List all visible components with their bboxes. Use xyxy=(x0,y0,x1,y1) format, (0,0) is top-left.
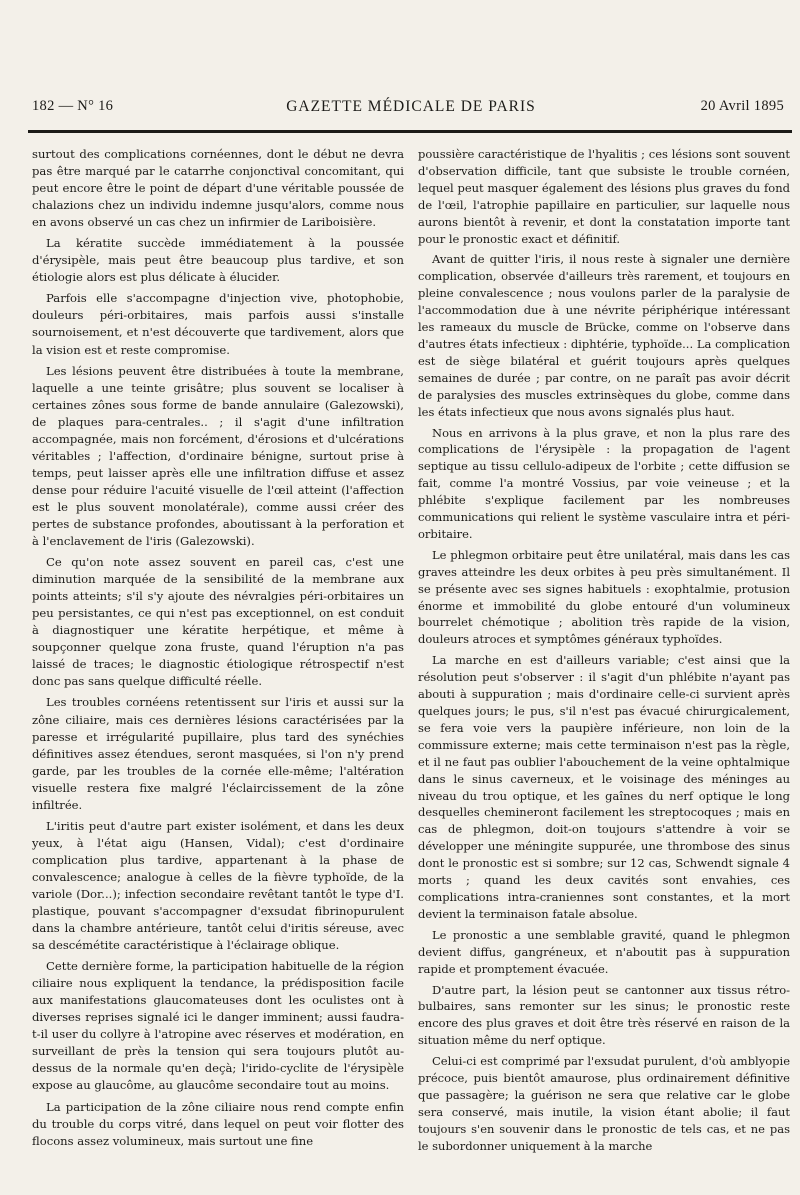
paragraph: Avant de quitter l'iris, il nous reste à signaler une dernière complication, observée d'ailleurs très rarement, et toujours en pleine convalescence ; nous voulons parler de la paralysie de l'accommodation due à une névrite périphérique intéressant les rameaux du muscle de Brücke, comme on l'observe dans d'autres états infectieux : diphtérie, typhoïde... La complication est de siège bilatéral et guérit toujours après quelques semaines de durée ; par contre, on ne paraît pas avoir décrit de paralysies des muscles extrinsèques du globe, comme dans les états infectieux que nous avons signalés plus haut. xyxy=(418,252,790,419)
paragraph: Le pronostic a une semblable gravité, quand le phlegmon devient diffus, gangréneux, et n'aboutit pas à suppuration rapide et promptement évacuée. xyxy=(418,927,790,976)
paragraph: Les troubles cornéens retentissent sur l'iris et aussi sur la zône ciliaire, mais ces dernières lésions caractérisées par la paresse et irrégularité pupillaire, plus tard des synéchies définitives assez étendues, seront masquées, si l'on n'y prend garde, par les troubles de la cornée elle-même; l'altération visuelle restera fixe malgré l'éclaircissement de la zône infiltrée. xyxy=(32,695,404,812)
paragraph: La kératite succède immédiatement à la poussée d'érysipèle, mais peut être beaucoup plus tardive, et son étiologie alors est plus délicate à élucider. xyxy=(32,236,404,285)
page-header xyxy=(30,98,792,122)
paragraph: Nous en arrivons à la plus grave, et non la plus rare des complications de l'érysipèle : la propagation de l'agent septique au tissu cellulo-adipeux de l'orbite ; cette diffusion se fait, comme l'a montré Vossius, par voie veineuse ; et la phlébite s'explique facilement par les nombreuses communications qui relient le système vasculaire intra et péri-orbitaire. xyxy=(418,425,790,541)
paragraph: poussière caractéristique de l'hyalitis ; ces lésions sont souvent d'observation difficile, tant que subsiste le trouble cornéen, lequel peut masquer également des lésions plus graves du fond de l'œil, l'atrophie papillaire en particulier, sur laquelle nous aurons bientôt à revenir, et dont la constatation importe tant pour le pronostic exact et définitif. xyxy=(418,147,790,246)
issue-date: 20 Avril 1895 xyxy=(700,98,784,114)
journal-title: GAZETTE MÉDICALE DE PARIS xyxy=(286,98,536,115)
page-number: 182 — N° 16 xyxy=(32,98,114,114)
paragraph: La marche en est d'ailleurs variable; c'est ainsi que la résolution peut s'observer : il s'agit d'un phlébite n'ayant pas abouti à suppuration ; mais d'ordinaire celle-ci survient après quelques jours; le pus, s'il n'est pas évacué chirurgicalement, se fera voie vers la paupière inférieure, non loin de la commissure externe; mais cette terminaison n'est pas la règle, et il ne faut pas oublier l'abouchement de la veine ophtalmique dans le sinus caverneux, et le voisinage des méninges au niveau du trou optique, et les gaînes du nerf optique le long desquelles chemineront facilement les streptocoques ; mais en cas de phlegmon, doit-on toujours s'attendre à voir se développer une méningite suppurée, une thrombose des sinus dont le pronostic est si sombre; sur 12 cas, Schwendt signale 4 morts ; quand les deux cavités sont envahies, ces complications intra-craniennes sont constantes, et la mort devient la terminaison fatale absolue. xyxy=(418,653,790,921)
paragraph: D'autre part, la lésion peut se cantonner aux tissus rétro-bulbaires, sans remonter sur les sinus; le pronostic reste encore des plus graves et doit être très réservé en raison de la situation même du nerf optique. xyxy=(418,982,790,1048)
paragraph: Le phlegmon orbitaire peut être unilatéral, mais dans les cas graves atteindre les deux orbites à peu près simultanément. Il se présente avec ses signes habituels : exophtalmie, protusion énorme et immobilité du globe entouré d'un volumineux bourrelet chémotique ; abolition très rapide de la vision, douleurs atroces et symptômes généraux typhoïdes. xyxy=(418,547,790,647)
paragraph: Les lésions peuvent être distribuées à toute la membrane, laquelle a une teinte grisâtre; plus souvent se localiser à certaines zônes sous forme de bande annulaire (Galezowski), de plaques para-centrales.. ; il s'agit d'une infiltration accompagnée, mais non forcément, d'érosions et d'ulcérations véritables ; l'affection, d'ordinaire bénigne, surtout prise à temps, peut laisser après elle une infiltration diffuse et assez dense pour réduire l'acuité visuelle de l'œil atteint (l'affection est le plus souvent monolatérale), comme aussi créer des pertes de substance profondes, aboutissant à la perforation et à l'enclavement de l'iris (Galezowski). xyxy=(32,363,404,549)
paragraph: La participation de la zône ciliaire nous rend compte enfin du trouble du corps vitré, dans lequel on peut voir flotter des flocons assez volumineux, mais surtout une fine xyxy=(32,1099,404,1148)
paragraph: surtout des complications cornéennes, dont le début ne devra pas être marqué par le catarrhe conjonctival concomitant, qui peut encore être le point de départ d'une véritable poussée de chalazions chez un individu indemne jusqu'alors, comme nous en avons observé un cas chez un infirmier de Lariboisière. xyxy=(32,147,404,230)
paragraph: Ce qu'on note assez souvent en pareil cas, c'est une diminution marquée de la sensibilité de la membrane aux points atteints; s'il s'y ajoute des névralgies péri-orbitaires un peu persistantes, ce qui n'est pas exceptionnel, on est conduit à diagnostiquer une kératite herpétique, et même à soupçonner quelque zona fruste, quand l'éruption n'a pas laissé de traces; le diagnostic étiologique rétrospectif n'est donc pas sans quelque difficulté réelle. xyxy=(32,555,404,689)
paragraph: Cette dernière forme, la participation habituelle de la région ciliaire nous expliquent la tendance, la prédisposition facile aux manifestations glaucomateuses dont les oculistes ont à diverses reprises signalé ici le danger imminent; aussi faudra-t-il user du collyre à l'atropine avec réserves et modération, en surveillant de près la tension qui sera toujours plutôt au-dessus de la normale qu'en deçà; l'irido-cyclite de l'érysipèle expose au glaucôme, au glaucôme secondaire tout au moins. xyxy=(32,959,404,1093)
paragraph: L'iritis peut d'autre part exister isolément, et dans les deux yeux, à l'état aigu (Hansen, Vidal); c'est d'ordinaire complication plus tardive, appartenant à la phase de convalescence; analogue à celles de la fièvre typhoïde, de la variole (Dor...); infection secondaire revêtant tantôt le type d'I. plastique, pouvant s'accompagner d'exsudat fibrinopurulent dans la chambre antérieure, tantôt celui d'iritis séreuse, avec sa descémétite caractéristique à l'éclairage oblique. xyxy=(32,818,404,953)
header-rule xyxy=(28,130,792,133)
left-column xyxy=(32,146,404,1154)
paragraph: Parfois elle s'accompagne d'injection vive, photophobie, douleurs péri-orbitaires, mais parfois aussi s'installe sournoisement, et n'est découverte que tardivement, alors que la vision est et reste compromise. xyxy=(32,291,404,357)
paragraph: Celui-ci est comprimé par l'exsudat purulent, d'où amblyopie précoce, puis bientôt amaurose, plus ordinairement définitive que passagère; la guérison ne sera que relative car le globe sera conservé, mais inutile, la vision étant abolie; il faut toujours s'en souvenir dans le pronostic de tels cas, et ne pas le subordonner uniquement à la marche xyxy=(418,1054,790,1153)
right-column xyxy=(418,146,790,1159)
